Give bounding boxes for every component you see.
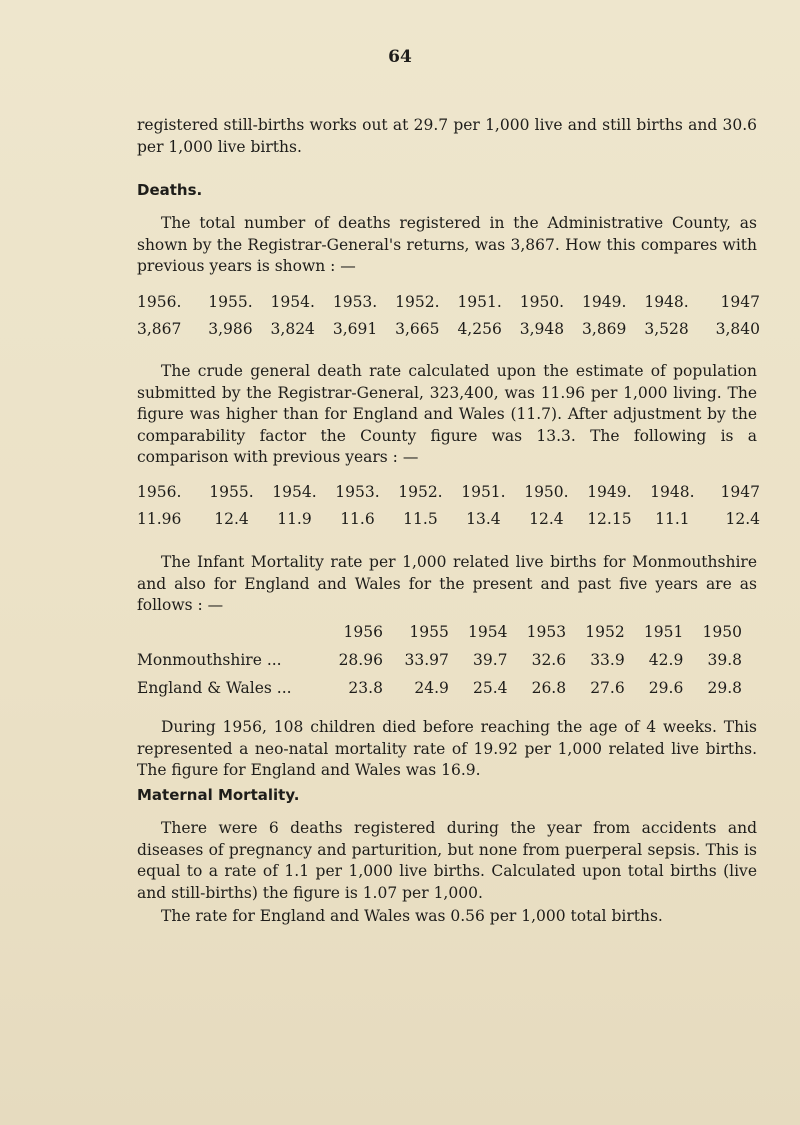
infant-mortality-year-header: 1952 — [585, 623, 625, 641]
death-rate-year-cell: 1954. — [272, 482, 317, 501]
maternal-mortality-heading: Maternal Mortality. — [137, 786, 300, 804]
infant-mortality-paragraph: The Infant Mortality rate per 1,000 related live births for Monmouthshire and also for England and Wales for the present and past five years are as follows : — — [137, 553, 757, 614]
infant-mortality-table — [137, 618, 742, 702]
death-rate-year-cell: 1952. — [398, 482, 443, 501]
deaths-year-cell: 1954. — [270, 292, 315, 311]
deaths-count-cell: 3,824 — [270, 319, 315, 338]
infant-mortality-england-wales-row — [137, 674, 742, 702]
death-rate-year-cell: 1950. — [524, 482, 569, 501]
deaths-year-cell: 1950. — [519, 292, 565, 311]
rate-cell: 25.4 — [472, 679, 508, 697]
infant-mortality-year-header: 1954 — [468, 623, 508, 641]
deaths-count-cell: 3,840 — [715, 319, 760, 338]
rate-cell: 42.9 — [648, 651, 684, 669]
infant-mortality-year-header: 1953 — [526, 623, 567, 641]
deaths-count-cell: 3,691 — [332, 319, 378, 338]
rate-cell: 33.97 — [404, 651, 449, 669]
death-rate-value-cell: 11.5 — [403, 509, 438, 528]
death-rate-value-cell: 11.96 — [137, 509, 182, 528]
deaths-counts-row — [137, 315, 760, 342]
deaths-count-cell: 3,869 — [582, 319, 627, 338]
death-rate-year-cell: 1956. — [137, 482, 182, 501]
maternal-mortality-paragraph: There were 6 deaths registered during the year from accidents and diseases of pregnancy and parturition, but none from puerperal sepsis. This is equal to a rate of 1.1 per 1,000 live births. Calculated upon total births (live and still-births) the figure is 1.07 per 1,000. — [137, 819, 757, 902]
death-rate-value-cell: 13.4 — [466, 509, 501, 528]
deaths-heading: Deaths. — [137, 181, 203, 199]
infant-mortality-year-header: 1956 — [343, 623, 383, 641]
death-rate-year-cell: 1948. — [650, 482, 695, 501]
rate-cell: 39.8 — [707, 651, 742, 669]
rate-cell: 29.8 — [707, 679, 742, 697]
death-rate-value-cell: 11.9 — [277, 509, 312, 528]
page-number: 64 — [388, 47, 412, 67]
death-rate-year-cell: 1949. — [587, 482, 632, 501]
death-rate-values-row — [137, 505, 760, 532]
deaths-year-cell: 1955. — [208, 292, 253, 311]
deaths-years-row — [137, 288, 760, 315]
deaths-count-cell: 3,867 — [137, 319, 182, 338]
deaths-year-cell: 1951. — [457, 292, 502, 311]
deaths-year-cell: 1956. — [137, 292, 182, 311]
deaths-count-cell: 3,948 — [519, 319, 565, 338]
death-rate-value-cell: 11.6 — [340, 509, 375, 528]
rate-cell: 23.8 — [348, 679, 383, 697]
death-rate-years-row — [137, 478, 760, 505]
infant-mortality-year-header: 1955 — [409, 623, 449, 641]
death-rate-paragraph: The crude general death rate calculated upon the estimate of population submitted by the Registrar-General, 323,400, was 11.96 per 1,000 living. The figure was higher than for England and Wales (11.7). After adjustment by the comparability factor the County figure was 13.3. The following is a comparison with previous years : — — [137, 362, 757, 466]
rate-cell: 39.7 — [472, 651, 508, 669]
death-rate-value-cell: 12.4 — [529, 509, 564, 528]
rate-cell: 27.6 — [590, 679, 625, 697]
rate-cell: 24.9 — [414, 679, 449, 697]
infant-mortality-corner — [137, 618, 317, 646]
maternal-closing-paragraph: The rate for England and Wales was 0.56 per 1,000 total births. — [161, 907, 663, 925]
death-rate-value-cell: 11.1 — [655, 509, 690, 528]
intro-paragraph: registered still-births works out at 29.7 per 1,000 live and still births and 30.6 per 1,000 live births. — [137, 116, 757, 156]
deaths-year-cell: 1953. — [332, 292, 378, 311]
deaths-count-cell: 4,256 — [457, 319, 502, 338]
death-rate-value-cell: 12.4 — [725, 509, 760, 528]
infant-mortality-monmouthshire-row — [137, 646, 742, 674]
row-label: Monmouthshire ... — [137, 651, 282, 669]
rate-cell: 33.9 — [590, 651, 625, 669]
deaths-year-cell: 1952. — [395, 292, 440, 311]
deaths-count-cell: 3,665 — [395, 319, 440, 338]
rate-cell: 26.8 — [531, 679, 567, 697]
death-rate-value-cell: 12.15 — [587, 509, 632, 528]
infant-mortality-year-header: 1950 — [702, 623, 742, 641]
infant-mortality-year-header: 1951 — [643, 623, 684, 641]
rate-cell: 28.96 — [338, 651, 383, 669]
death-rate-table — [137, 478, 760, 532]
rate-cell: 32.6 — [531, 651, 567, 669]
row-label: England & Wales ... — [137, 679, 292, 697]
death-rate-year-cell: 1955. — [209, 482, 254, 501]
infant-mortality-header-row — [137, 618, 742, 646]
rate-cell: 29.6 — [648, 679, 684, 697]
deaths-year-cell: 1949. — [582, 292, 627, 311]
deaths-year-cell: 1947 — [720, 292, 760, 311]
neonatal-paragraph: During 1956, 108 children died before reaching the age of 4 weeks. This represented a neo-natal mortality rate of 19.92 per 1,000 related live births. The figure for England and Wales was 16.9. — [137, 718, 757, 779]
deaths-table — [137, 288, 760, 342]
deaths-year-cell: 1948. — [644, 292, 689, 311]
deaths-count-cell: 3,528 — [644, 319, 689, 338]
death-rate-value-cell: 12.4 — [214, 509, 249, 528]
death-rate-year-cell: 1953. — [335, 482, 380, 501]
deaths-count-cell: 3,986 — [208, 319, 253, 338]
death-rate-year-cell: 1951. — [461, 482, 506, 501]
deaths-paragraph: The total number of deaths registered in the Administrative County, as shown by the Registrar-General's returns, was 3,867. How this compares with previous years is shown : — — [137, 214, 757, 275]
death-rate-year-cell: 1947 — [720, 482, 760, 501]
